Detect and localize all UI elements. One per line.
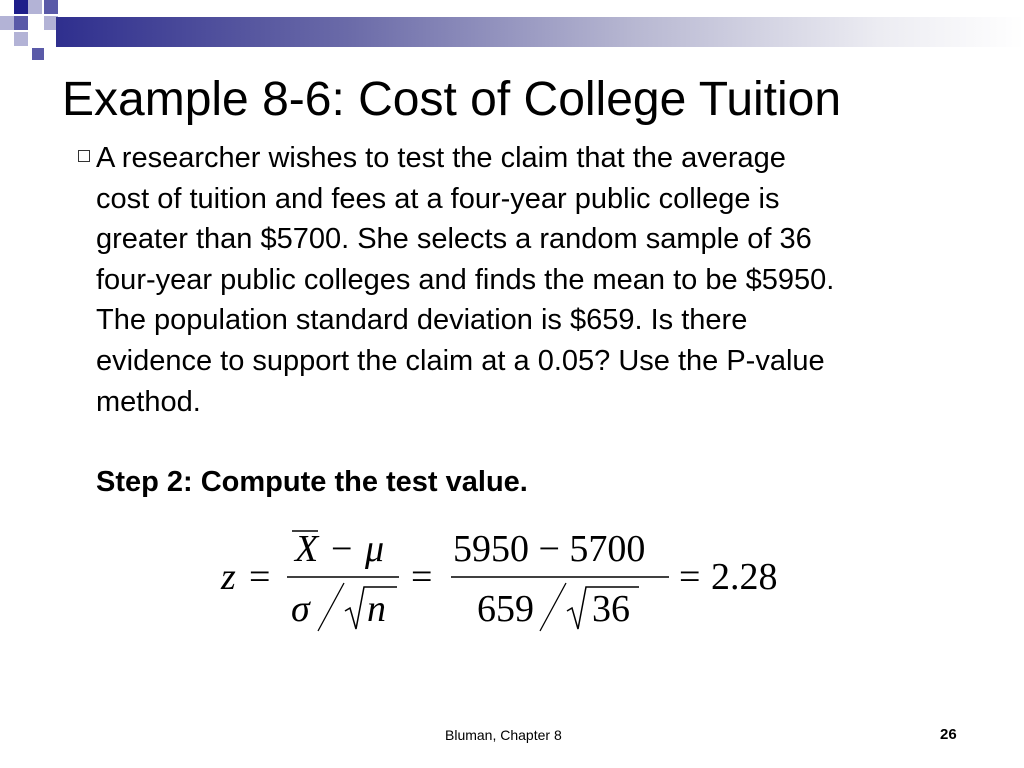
formula-mu: μ: [365, 528, 385, 570]
footer-source: Bluman, Chapter 8: [445, 727, 562, 743]
formula-denominator-n: 36: [592, 588, 630, 630]
problem-statement: [96, 138, 996, 422]
formula-xbar: X: [295, 528, 319, 570]
formula-n: n: [367, 588, 386, 630]
slide-title: Example 8-6: Cost of College Tuition: [62, 73, 842, 126]
division-slash: [318, 583, 344, 631]
formula-denominator-sigma: 659: [477, 588, 534, 630]
formula-equals: =: [411, 556, 433, 598]
body-line: method.: [96, 385, 201, 418]
page-number: 26: [940, 726, 957, 743]
decor-square: [44, 0, 58, 14]
body-line: greater than $5700. She selects a random sample of 36: [96, 223, 812, 256]
body-line: A researcher wishes to test the claim that the average: [96, 142, 786, 174]
decor-square: [14, 0, 28, 14]
formula-z: z: [221, 556, 236, 598]
z-test-formula: [215, 515, 815, 645]
body-line: cost of tuition and fees at a four-year public college is: [96, 182, 780, 215]
formula-minus: −: [331, 528, 353, 570]
formula-sigma: σ: [291, 588, 310, 630]
formula-equals: =: [249, 556, 271, 598]
decor-square: [28, 0, 42, 14]
decor-square: [32, 48, 44, 60]
bullet-square-icon: [78, 150, 90, 162]
body-line: evidence to support the claim at a 0.05? Use the P-value: [96, 344, 825, 377]
formula-equals: =: [679, 556, 701, 598]
header-gradient-bar: [56, 17, 1024, 47]
body-line: The population standard deviation is $659. Is there: [96, 304, 748, 337]
formula-result: 2.28: [711, 556, 778, 598]
formula-numerator: 5950 − 5700: [453, 528, 646, 570]
body-line: four-year public colleges and finds the mean to be $5950.: [96, 263, 835, 296]
decor-square: [0, 16, 14, 30]
corner-decoration: [0, 0, 1024, 70]
step-heading: Step 2: Compute the test value.: [96, 466, 528, 498]
decor-square: [14, 32, 28, 46]
decor-square: [14, 16, 28, 30]
division-slash: [540, 583, 566, 631]
